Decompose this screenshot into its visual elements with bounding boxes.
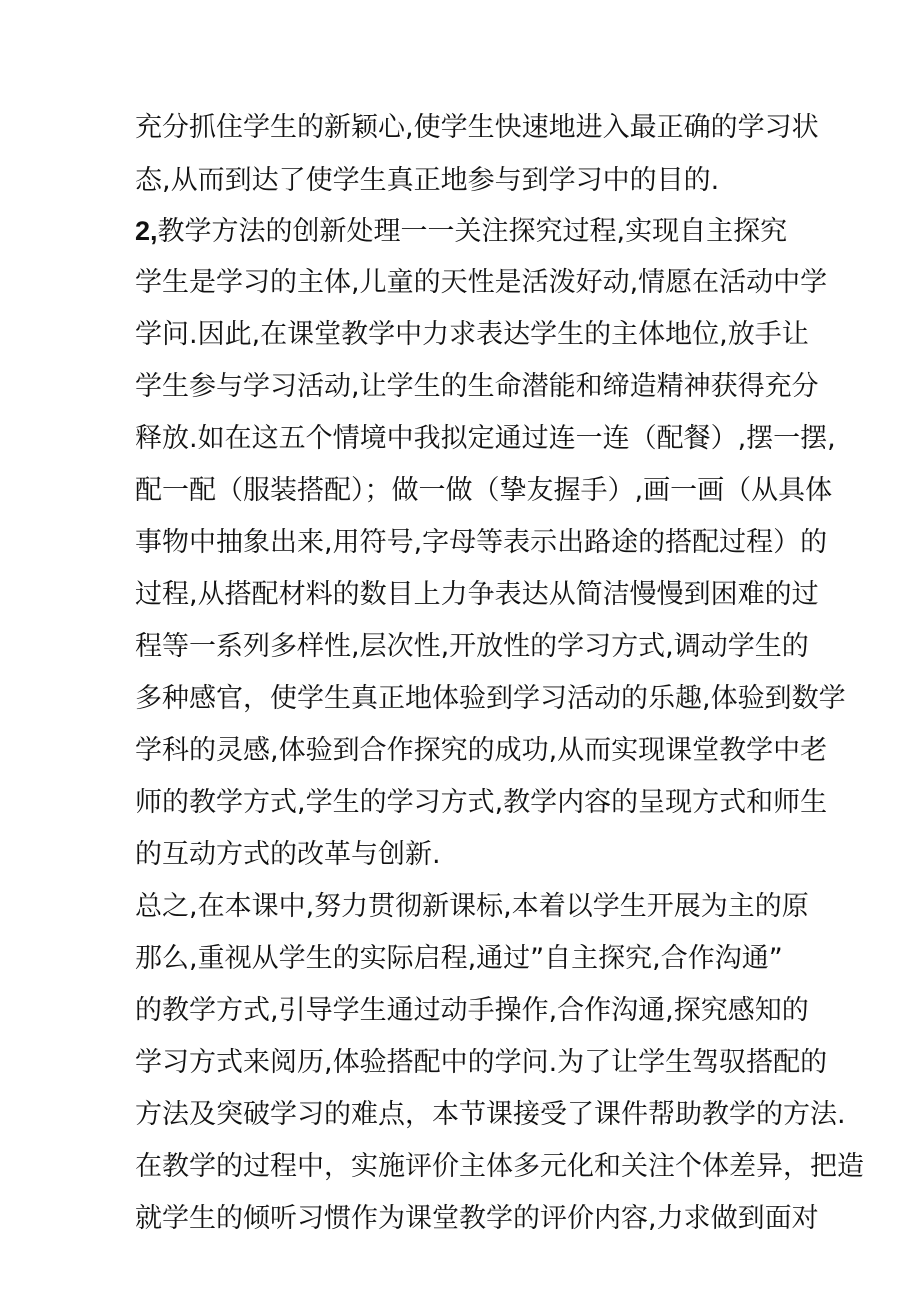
text-line-1: 充分抓住学生的新颖心,使学生快速地进入最正确的学习状 [135, 112, 819, 143]
text-line-10: 过程,从搭配材料的数目上力争表达从简洁慢慢到困难的过 [135, 579, 819, 610]
text-line-9: 事物中抽象出来,用符号,字母等表示出路途的搭配过程）的 [135, 527, 828, 558]
text-line-14: 师的教学方式,学生的学习方式,教学内容的呈现方式和师生 [135, 787, 828, 818]
text-line-17: 那么,重视从学生的实际启程,通过”自主探究,合作沟通” [135, 943, 783, 974]
text-line-12: 多种感官，使学生真正地体验到学习活动的乐趣,体验到数学 [135, 683, 846, 714]
text-line-5: 学问.因此,在课堂教学中力求表达学生的主体地位,放手让 [135, 319, 809, 350]
text-line-21: 在教学的过程中，实施评价主体多元化和关注个体差异，把造 [135, 1151, 864, 1182]
text-line-20: 方法及突破学习的难点，本节课接受了课件帮助教学的方法. [135, 1099, 846, 1130]
text-line-8: 配一配（服装搭配）；做一做（挚友握手）,画一画（从具体 [135, 475, 833, 506]
section-heading [135, 208, 905, 254]
text-line-18: 的教学方式,引导学生通过动手操作,合作沟通,探究感知的 [135, 995, 809, 1026]
text-line-22: 就学生的倾听习惯作为课堂教学的评价内容,力求做到面对 [135, 1203, 819, 1234]
text-line-13: 学科的灵感,体验到合作探究的成功,从而实现课堂教学中老 [135, 735, 828, 766]
text-line-6: 学生参与学习活动,让学生的生命潜能和缔造精神获得充分 [135, 371, 819, 402]
section-number: 2, [135, 216, 158, 246]
text-line-16: 总之,在本课中,努力贯彻新课标,本着以学生开展为主的原 [135, 891, 809, 922]
text-line-15: 的互动方式的改革与创新. [135, 839, 441, 870]
text-line-11: 程等一系列多样性,层次性,开放性的学习方式,调动学生的 [135, 631, 809, 662]
section-heading-text: 教学方法的创新处理一一关注探究过程,实现自主探究 [157, 216, 788, 247]
text-line-2: 态,从而到达了使学生真正地参与到学习中的目的. [135, 165, 720, 196]
text-line-7: 释放.如在这五个情境中我拟定通过连一连（配餐）,摆一摆, [135, 423, 836, 454]
text-line-19: 学习方式来阅历,体验搭配中的学问.为了让学生驾驭搭配的 [135, 1047, 828, 1078]
text-line-4: 学生是学习的主体,儿童的天性是活泼好动,情愿在活动中学 [135, 267, 828, 298]
